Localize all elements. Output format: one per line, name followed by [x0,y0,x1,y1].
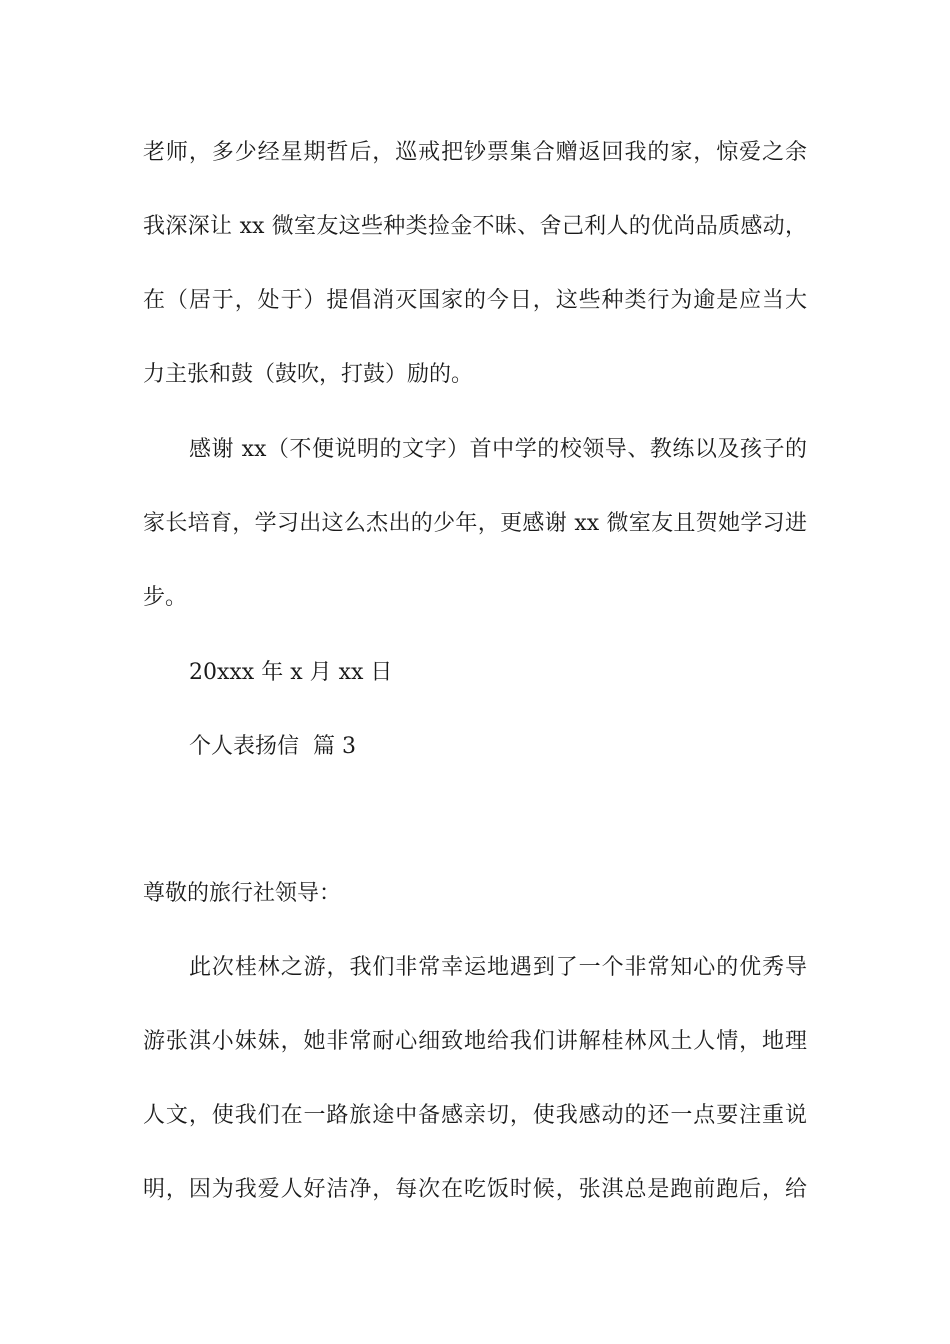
paragraph-2-line-3: 步。 [143,585,188,610]
paragraph-1-line-2: 我深深让 xx 微室友这些种类捡金不昧、舍己利人的优尚品质感动， [143,214,807,239]
paragraph-3-line-4: 明，因为我爱人好洁净，每次在吃饭时候，张淇总是跑前跑后，给 [143,1177,807,1202]
paragraph-1-line-3: 在（居于，处于）提倡消灭国家的今日，这些种类行为逾是应当大 [143,288,807,313]
section-title: 个人表扬信 篇 3 [189,734,356,759]
paragraph-1-line-1: 老师，多少经星期哲后，巡戒把钞票集合赠返回我的家，惊爱之余 [143,140,807,165]
paragraph-3-line-2: 游张淇小妹妹，她非常耐心细致地给我们讲解桂林风土人情，地理 [143,1029,807,1054]
letter-salutation: 尊敬的旅行社领导： [143,881,342,906]
paragraph-2-line-2: 家长培育，学习出这么杰出的少年，更感谢 xx 微室友且贺她学习进 [143,511,807,536]
paragraph-2-line-1: 感谢 xx（不便说明的文字）首中学的校领导、教练以及孩子的 [189,437,807,462]
letter-date: 20xxx 年 x 月 xx 日 [189,660,393,685]
paragraph-3-line-1: 此次桂林之游，我们非常幸运地遇到了一个非常知心的优秀导 [189,955,807,980]
paragraph-1-line-4: 力主张和鼓（鼓吹，打鼓）励的。 [143,362,474,387]
paragraph-3-line-3: 人文，使我们在一路旅途中备感亲切，使我感动的还一点要注重说 [143,1103,807,1128]
